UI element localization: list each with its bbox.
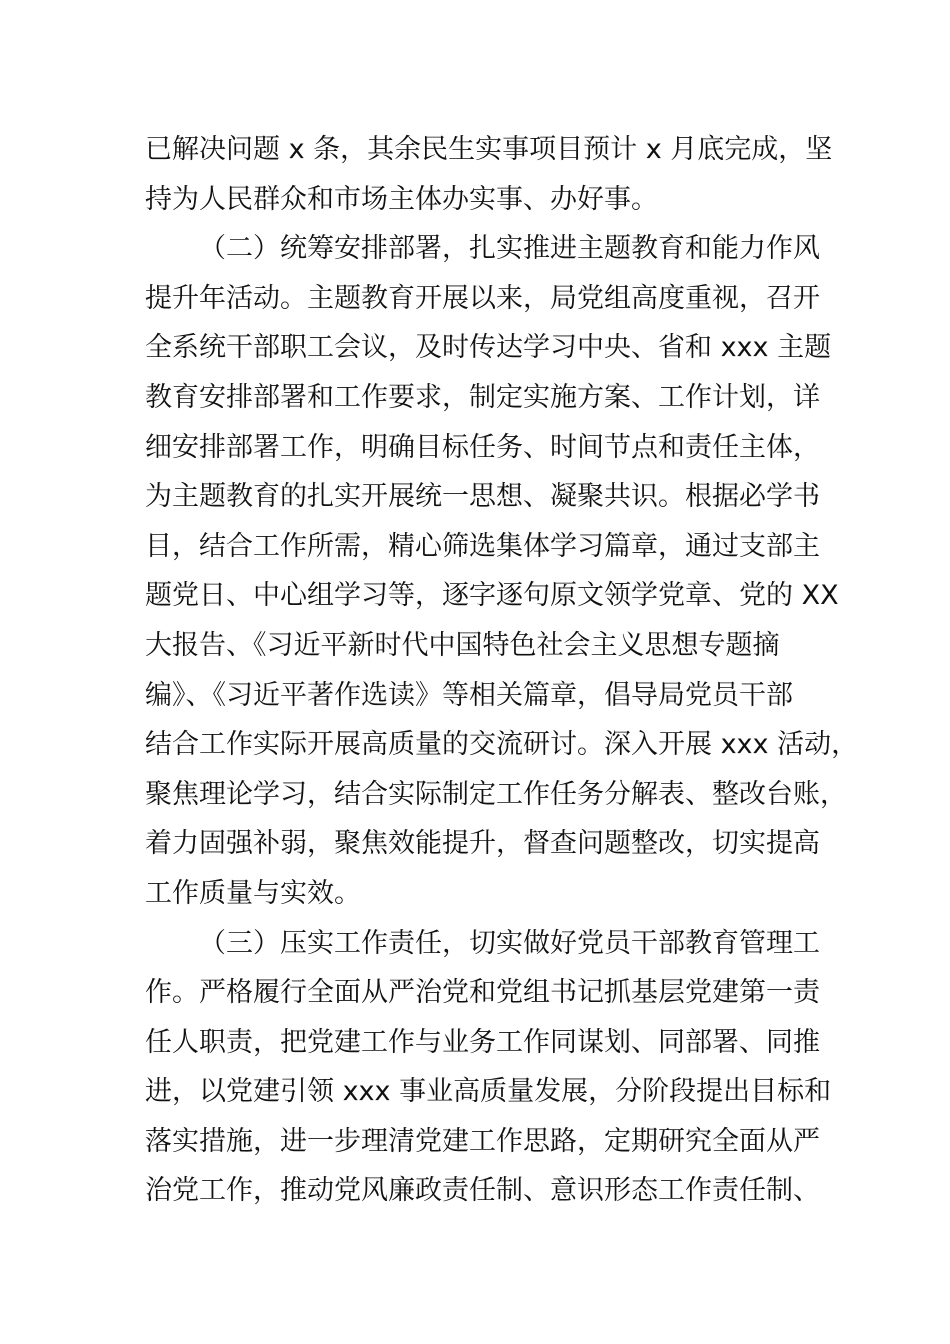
text-line: 落实措施，进一步理清党建工作思路，定期研究全面从严 (145, 1125, 820, 1157)
text-line: 治党工作，推动党风廉政责任制、意识形态工作责任制、 (145, 1175, 820, 1207)
text-line: 为主题教育的扎实开展统一思想、凝聚共识。根据必学书 (145, 481, 820, 513)
text-line: 编》、《习近平著作选读》等相关篇章，倡导局党员干部 (145, 679, 793, 711)
text-line: 题党日、中心组学习等，逐字逐句原文领学党章、党的 XX (145, 580, 839, 612)
text-line: 大报告、《习近平新时代中国特色社会主义思想专题摘 (145, 629, 780, 661)
text-line: 持为人民群众和市场主体办实事、办好事。 (145, 183, 658, 215)
text-line: 全系统干部职工会议，及时传达学习中央、省和 xxx 主题 (145, 332, 832, 364)
text-line: 着力固强补弱，聚焦效能提升，督查问题整改，切实提高 (145, 828, 820, 860)
text-line: 提升年活动。主题教育开展以来，局党组高度重视，召开 (145, 282, 820, 314)
section-heading-line: （二）统筹安排部署，扎实推进主题教育和能力作风 (199, 233, 820, 265)
body-text (145, 125, 859, 1216)
text-line: 任人职责，把党建工作与业务工作同谋划、同部署、同推 (145, 1026, 820, 1058)
text-line: 进，以党建引领 xxx 事业高质量发展，分阶段提出目标和 (145, 1076, 832, 1108)
text-line: 结合工作实际开展高质量的交流研讨。深入开展 xxx 活动， (145, 729, 859, 761)
section-heading-line: （三）压实工作责任，切实做好党员干部教育管理工 (199, 927, 820, 959)
text-line: 细安排部署工作，明确目标任务、时间节点和责任主体， (145, 431, 820, 463)
text-line: 聚焦理论学习，结合实际制定工作任务分解表、整改台账， (145, 778, 847, 810)
text-line: 作。严格履行全面从严治党和党组书记抓基层党建第一责 (145, 977, 820, 1009)
text-line: 教育安排部署和工作要求，制定实施方案、工作计划，详 (145, 381, 820, 413)
text-line: 工作质量与实效。 (145, 877, 361, 909)
text-line: 已解决问题 x 条，其余民生实事项目预计 x 月底完成，坚 (145, 134, 833, 165)
text-line: 目，结合工作所需，精心筛选集体学习篇章，通过支部主 (145, 530, 820, 562)
